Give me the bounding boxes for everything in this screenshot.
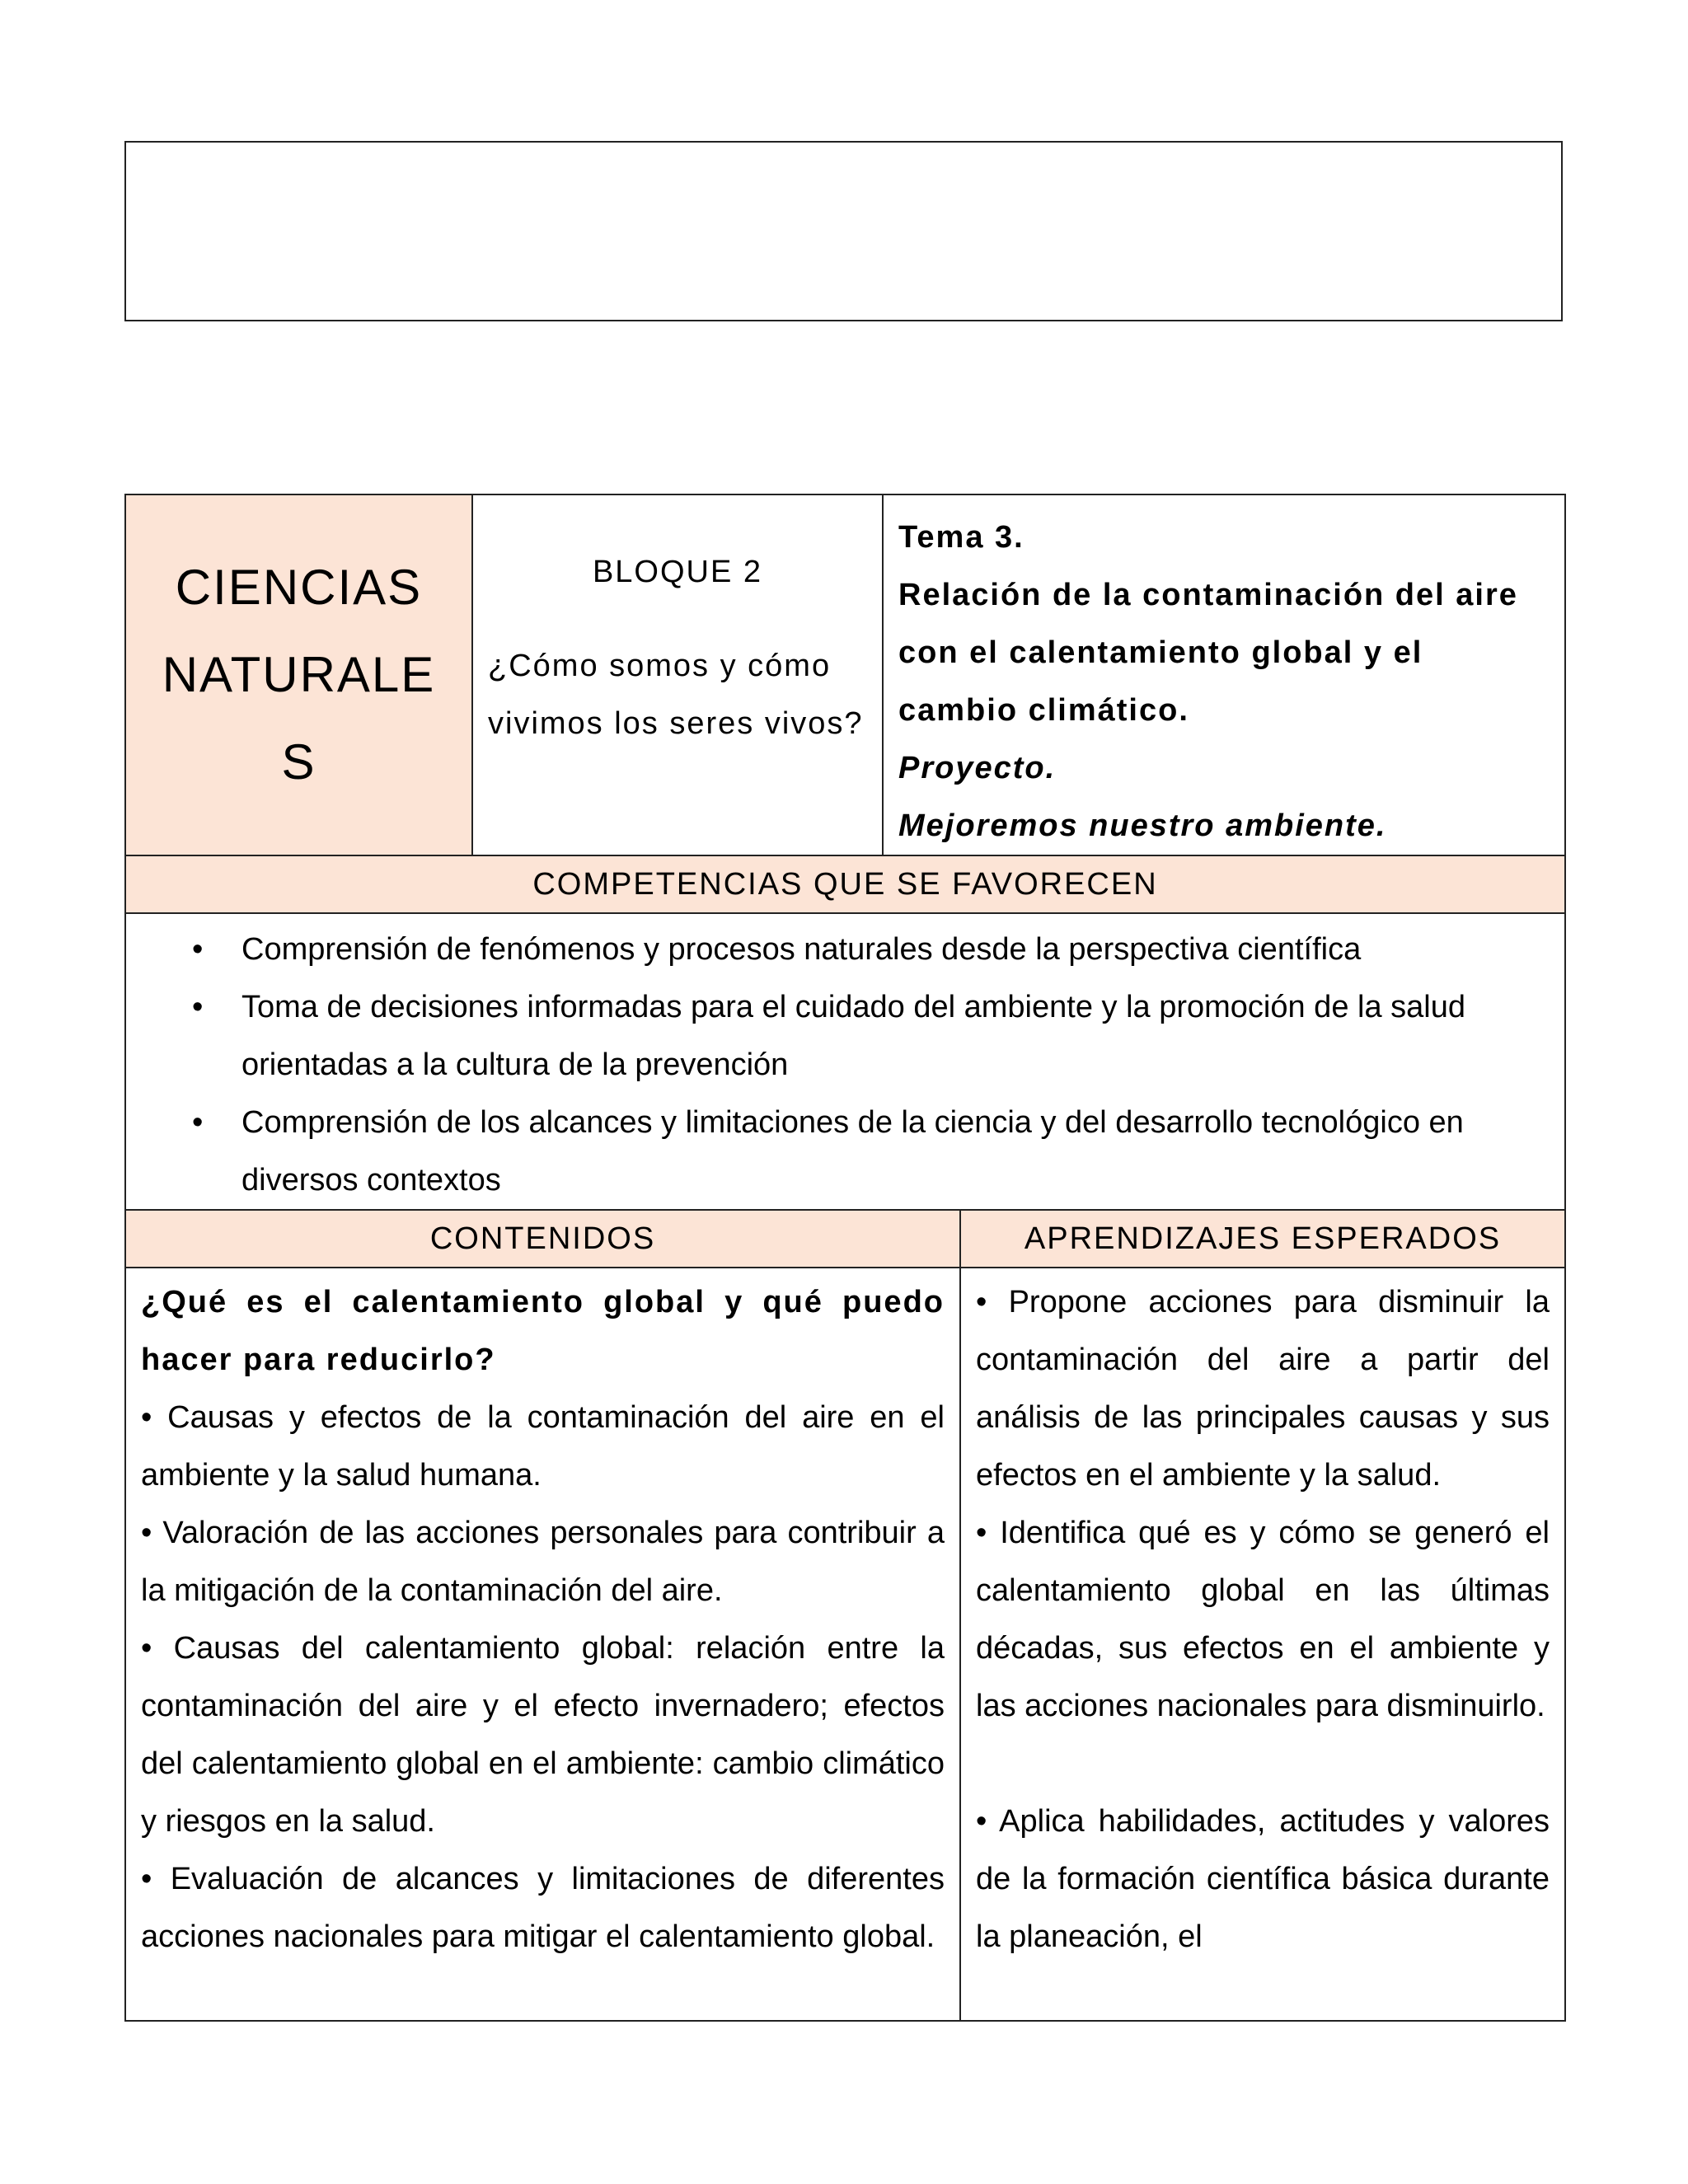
planning-table [124, 494, 1566, 2022]
contenidos-question: ¿Qué es el calentamiento global y qué puedo hacer para reducirlo? [141, 1285, 945, 1377]
aprendizaje-item: • Identifica qué es y cómo se generó el calentamiento global en las últimas décadas, sus efectos en el ambiente y las acciones nacionales para disminuirlo. [976, 1516, 1550, 1723]
tema-number: Tema 3. [898, 520, 1025, 555]
tema-cell [883, 494, 1565, 855]
contenido-item: • Causas y efectos de la contaminación del aire en el ambiente y la salud humana. [141, 1400, 945, 1493]
competencias-header: COMPETENCIAS QUE SE FAVORECEN [125, 855, 1565, 913]
project-label: Proyecto. [898, 751, 1057, 785]
aprendizaje-item: • Aplica habilidades, actitudes y valores de la formación científica básica durante la planeación, el [976, 1804, 1550, 1954]
subject-line-2: NATURALE [162, 647, 436, 702]
list-item: • Comprensión de los alcances y limitaciones de la ciencia y del desarrollo tecnológico en diversos contextos [192, 1105, 1464, 1197]
list-item: • Toma de decisiones informadas para el cuidado del ambiente y la promoción de la salud orientadas a la cultura de la prevención [192, 990, 1465, 1082]
contenido-item: • Evaluación de alcances y limitaciones de diferentes acciones nacionales para mitigar el calentamiento global. [141, 1862, 945, 1954]
contenido-item: • Causas del calentamiento global: relación entre la contaminación del aire y el efecto invernadero; efectos del calentamiento global en el ambiente: cambio climático y riesgos en la salud. [141, 1631, 945, 1839]
aprendizajes-header: APRENDIZAJES ESPERADOS [960, 1210, 1565, 1268]
bloque-question: ¿Cómo somos y cómo vivimos los seres vivos? [488, 649, 864, 741]
contenidos-header: CONTENIDOS [125, 1210, 960, 1268]
bloque-cell [472, 494, 883, 855]
header-row [125, 494, 1565, 855]
subject-line-1: CIENCIAS [175, 560, 423, 615]
tema-description: Relación de la contaminación del aire con el calentamiento global y el cambio climático. [898, 578, 1518, 728]
bloque-title: BLOQUE 2 [592, 555, 763, 589]
list-item: • Comprensión de fenómenos y procesos naturales desde la perspectiva científica [192, 932, 1362, 967]
competencias-list [126, 921, 1550, 1209]
aprendizajes-cell [960, 1268, 1565, 2021]
competencias-cell [125, 913, 1565, 1210]
subject-cell [125, 494, 472, 855]
aprendizaje-item: • Propone acciones para disminuir la contaminación del aire a partir del análisis de las principales causas y sus efectos en el ambiente y la salud. [976, 1285, 1550, 1493]
project-name: Mejoremos nuestro ambiente. [898, 808, 1387, 843]
contenidos-cell [125, 1268, 960, 2021]
contenido-item: • Valoración de las acciones personales para contribuir a la mitigación de la contaminación del aire. [141, 1516, 945, 1608]
empty-header-box [124, 141, 1563, 321]
subject-line-3: S [281, 734, 316, 790]
